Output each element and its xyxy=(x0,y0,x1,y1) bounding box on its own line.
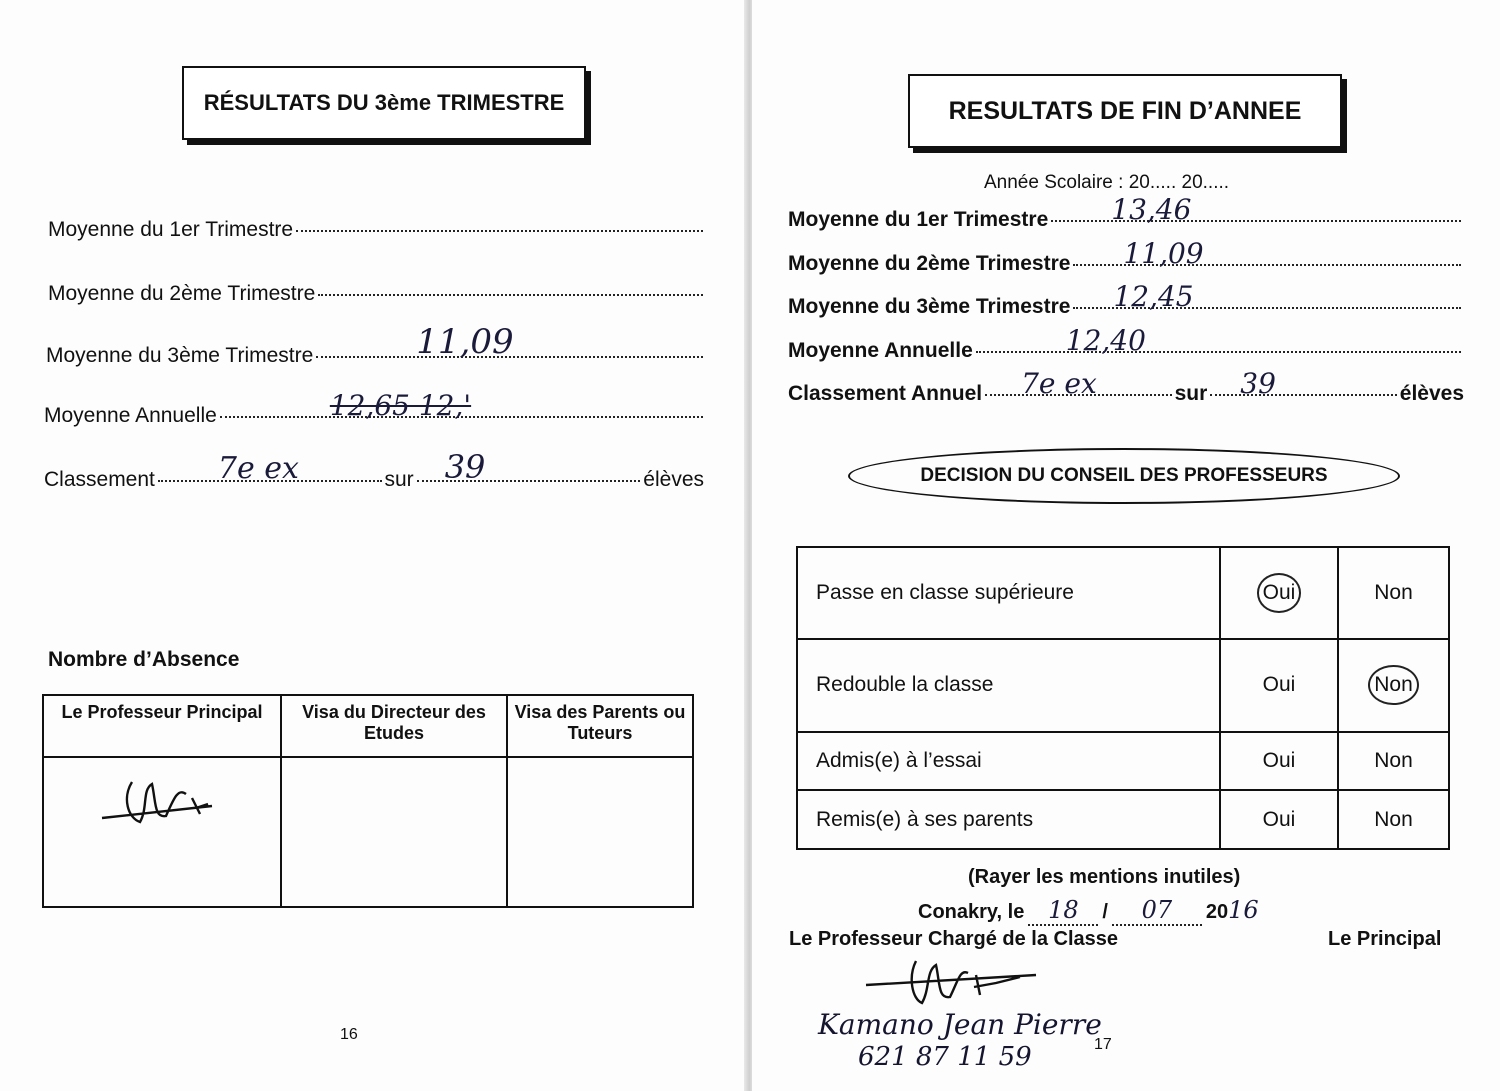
sig-header-parents: Visa des Parents ou Tuteurs xyxy=(507,695,693,757)
prof-charge-label: Le Professeur Chargé de la Classe xyxy=(789,928,1119,950)
right-t1-value: 13,46 xyxy=(1111,193,1192,226)
date-year-suffix: 16 xyxy=(1228,896,1259,924)
sig-cell-parents xyxy=(507,757,693,907)
right-classement-label: Classement Annuel xyxy=(788,382,983,405)
left-annual-value: 12,65 12,' xyxy=(329,389,472,422)
left-line-classement xyxy=(44,448,704,492)
dotted-leader xyxy=(318,293,703,296)
left-classement-label: Classement xyxy=(44,468,155,491)
dotted-leader xyxy=(220,389,703,422)
decision-label: Remis(e) à ses parents xyxy=(797,790,1220,849)
left-line-t3 xyxy=(46,322,706,368)
decision-oui: Oui xyxy=(1220,732,1338,791)
rayer-note: (Rayer les mentions inutiles) xyxy=(968,866,1241,888)
right-t2-label: Moyenne du 2ème Trimestre xyxy=(788,252,1071,275)
circled-choice: Oui xyxy=(1257,573,1302,613)
left-sur-label: sur xyxy=(384,468,414,491)
right-t1-label: Moyenne du 1er Trimestre xyxy=(788,208,1049,231)
decision-oui xyxy=(1220,547,1338,639)
sig-header-directeur: Visa du Directeur des Etudes xyxy=(281,695,507,757)
right-annual-label: Moyenne Annuelle xyxy=(788,339,973,362)
left-t1-label: Moyenne du 1er Trimestre xyxy=(48,218,294,241)
date-prefix: Conakry, le xyxy=(918,901,1025,923)
decision-non xyxy=(1338,639,1449,731)
dotted-leader xyxy=(1073,280,1461,313)
right-sur-label: sur xyxy=(1174,382,1208,405)
dotted-leader xyxy=(417,448,641,486)
decision-non: Non xyxy=(1338,732,1449,791)
dotted-leader xyxy=(316,322,703,362)
decision-label: Redouble la classe xyxy=(797,639,1220,731)
sig-header-prof: Le Professeur Principal xyxy=(43,695,281,757)
dotted-leader xyxy=(1073,237,1461,270)
sig-cell-directeur xyxy=(281,757,507,907)
decision-oui: Oui xyxy=(1220,639,1338,731)
left-title-box xyxy=(182,66,586,140)
signature-prof xyxy=(82,768,242,838)
right-t3-value: 12,45 xyxy=(1113,280,1194,313)
date-month: 07 xyxy=(1141,896,1173,924)
right-rank-value: 7e ex xyxy=(1021,367,1097,400)
dotted-leader xyxy=(1051,193,1461,226)
right-line-classement xyxy=(788,367,1464,406)
right-line-t2 xyxy=(788,237,1464,276)
right-line-t1 xyxy=(788,193,1464,232)
left-t2-label: Moyenne du 2ème Trimestre xyxy=(48,282,316,305)
dotted-leader xyxy=(1210,367,1396,400)
right-line-t3 xyxy=(788,280,1464,319)
left-line-annual xyxy=(44,389,706,428)
decision-row xyxy=(797,732,1449,791)
decision-oval xyxy=(848,448,1400,504)
left-eleves-label: élèves xyxy=(643,468,704,491)
decision-label: Admis(e) à l’essai xyxy=(797,732,1220,791)
right-page-number: 17 xyxy=(1094,1036,1112,1053)
left-page xyxy=(0,0,748,1091)
decision-non: Non xyxy=(1338,790,1449,849)
handwritten-phone: 621 87 11 59 xyxy=(858,1042,1032,1072)
date-month-slot xyxy=(1112,896,1202,926)
left-total-value: 39 xyxy=(444,448,486,486)
right-line-annual xyxy=(788,324,1464,363)
annee-scolaire: Année Scolaire : 20..... 20..... xyxy=(984,172,1230,193)
decision-label: Passe en classe supérieure xyxy=(797,547,1220,639)
dotted-leader xyxy=(985,367,1171,400)
decision-non: Non xyxy=(1338,547,1449,639)
date-line xyxy=(918,896,1259,926)
left-line-t2 xyxy=(48,282,706,306)
left-line-t1 xyxy=(48,218,706,242)
decision-table xyxy=(796,546,1450,850)
dotted-leader xyxy=(296,229,703,232)
right-eleves-label: élèves xyxy=(1399,382,1464,405)
date-day: 18 xyxy=(1048,896,1079,924)
circled-choice: Non xyxy=(1368,665,1419,705)
decision-title: DECISION DU CONSEIL DES PROFESSEURS xyxy=(920,465,1328,486)
left-annual-label: Moyenne Annuelle xyxy=(44,404,217,427)
right-total-value: 39 xyxy=(1240,367,1276,400)
dotted-leader xyxy=(976,324,1461,357)
right-t2-value: 11,09 xyxy=(1123,237,1204,270)
signature-table xyxy=(42,694,694,908)
absence-label: Nombre d’Absence xyxy=(48,648,240,671)
dotted-leader xyxy=(158,451,382,486)
decision-row xyxy=(797,790,1449,849)
sig-cell-prof xyxy=(43,757,281,907)
date-year-prefix: 20 xyxy=(1205,901,1229,923)
handwritten-name: Kamano Jean Pierre xyxy=(818,1008,1102,1041)
right-annual-value: 12,40 xyxy=(1065,324,1146,357)
right-t3-label: Moyenne du 3ème Trimestre xyxy=(788,295,1071,318)
left-t3-label: Moyenne du 3ème Trimestre xyxy=(46,344,314,367)
right-title-box xyxy=(908,74,1342,148)
principal-label: Le Principal xyxy=(1328,928,1442,950)
left-page-number: 16 xyxy=(340,1026,358,1043)
left-rank-value: 7e ex xyxy=(217,451,299,486)
decision-row xyxy=(797,639,1449,731)
date-day-slot xyxy=(1028,896,1098,926)
decision-oui: Oui xyxy=(1220,790,1338,849)
signature-class-teacher xyxy=(856,955,1056,1015)
date-sep: / xyxy=(1102,901,1108,923)
left-t3-value: 11,09 xyxy=(416,322,514,362)
decision-row xyxy=(797,547,1449,639)
right-title: RESULTATS DE FIN D’ANNEE xyxy=(948,96,1302,125)
left-title: RÉSULTATS DU 3ème TRIMESTRE xyxy=(203,90,565,115)
